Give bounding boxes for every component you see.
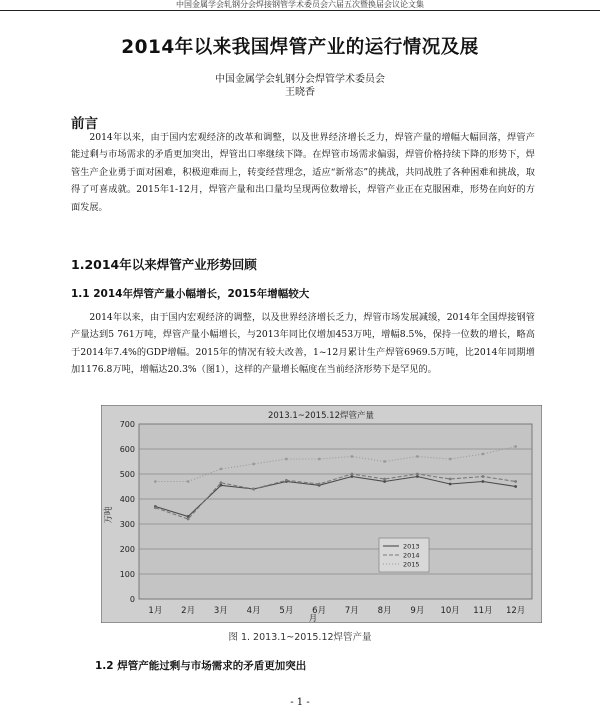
data-point-2014 — [219, 481, 222, 484]
plot-area — [139, 424, 532, 599]
y-tick-label: 100 — [119, 570, 135, 579]
data-point-2014 — [350, 473, 353, 476]
data-point-2015 — [383, 460, 386, 463]
data-point-2014 — [187, 518, 190, 521]
preface-paragraph: 2014年以来，由于国内宏观经济的改革和调整，以及世界经济增长乏力，焊管产量的增幅大幅回落，焊管产能过剩与市场需求的矛盾更加突出，焊管出口率继续下降。在焊管市场需求偏弱，焊管价格持续下降的形势下，焊管生产企业勇于面对困难，积极迎难而上，转变经营理念，适应“新常态”的挑战，共同战胜了各种困难和挑战，取得了可喜成就。2015年1-12月，焊管产量和出口量均呈现两位数增长，焊管产业正在克服困难，形势在向好的方面发展。 — [71, 132, 535, 213]
page-title: 2014年以来我国焊管产业的运行情况及展 — [121, 37, 479, 58]
data-point-2014 — [416, 473, 419, 476]
y-tick-label: 600 — [119, 445, 135, 454]
data-point-2014 — [383, 478, 386, 481]
section-1-2-heading: 1.2 焊管产能过剩与市场需求的矛盾更加突出 — [95, 660, 307, 672]
x-tick-label: 1月 — [148, 606, 163, 616]
section-1-1-heading: 1.1 2014年焊管产量小幅增长，2015年增幅较大 — [71, 288, 310, 300]
data-point-2015 — [252, 463, 255, 466]
x-tick-label: 2月 — [181, 606, 196, 616]
x-tick-label: 6月 — [312, 606, 327, 616]
y-tick-label: 500 — [119, 470, 135, 479]
x-tick-label: 3月 — [213, 606, 228, 616]
chart-svg — [101, 405, 542, 623]
section-1-heading: 1.2014年以来焊管产业形势回顾 — [71, 257, 257, 272]
x-tick-label: 4月 — [246, 606, 261, 616]
section-1-1-paragraph: 2014年以来，由于国内宏观经济的调整，以及世界经济增长乏力，焊管市场发展减缓，2014年全国焊接钢管产量达到5 761万吨，焊管产量小幅增长，与2013年同比仅增加453万吨，增幅8.5%，保持一位数的增长，略高于2014年7.4%的GDP增幅。2015年的情况有较大改善，1~12月累计生产焊管6969.5万吨，比2014年同期增加1176.8万吨，增幅达20.3%（图1），这样的产量增长幅度在当前经济形势下是罕见的。 — [71, 312, 535, 376]
data-point-2014 — [449, 478, 452, 481]
page-number: - 1 - — [290, 697, 310, 708]
data-point-2013 — [449, 483, 452, 486]
y-tick-label: 400 — [119, 495, 135, 504]
data-point-2013 — [416, 475, 419, 478]
y-tick-label: 0 — [129, 595, 135, 604]
legend-label-2013: 2013 — [403, 542, 420, 551]
data-point-2013 — [350, 475, 353, 478]
x-tick-label: 12月 — [505, 606, 526, 616]
data-point-2014 — [514, 480, 517, 483]
x-tick-label: 9月 — [410, 606, 425, 616]
x-tick-label: 7月 — [344, 606, 359, 616]
author-organization: 中国金属学会轧钢分会焊管学术委员会 — [215, 74, 385, 85]
data-point-2014 — [252, 488, 255, 491]
data-point-2014 — [318, 483, 321, 486]
x-tick-label: 5月 — [279, 606, 294, 616]
data-point-2015 — [219, 468, 222, 471]
x-tick-label: 8月 — [377, 606, 392, 616]
chart-x-axis-label: 月 — [308, 614, 318, 623]
production-line-chart — [101, 405, 542, 623]
data-point-2013 — [383, 480, 386, 483]
x-tick-label: 11月 — [473, 606, 493, 616]
x-tick-label: 10月 — [440, 606, 460, 616]
data-point-2015 — [449, 458, 452, 461]
data-point-2015 — [416, 455, 419, 458]
figure-caption: 图 1. 2013.1~2015.12焊管产量 — [228, 632, 372, 643]
data-point-2015 — [350, 455, 353, 458]
y-tick-label: 700 — [119, 420, 135, 429]
legend-label-2015: 2015 — [403, 560, 420, 569]
author-name: 王晓香 — [285, 87, 315, 98]
data-point-2015 — [318, 458, 321, 461]
running-header: 中国金属学会轧钢分会焊接钢管学术委员会六届五次暨换届会议论文集 — [0, 0, 600, 11]
data-point-2014 — [285, 479, 288, 482]
data-point-2013 — [481, 480, 484, 483]
data-point-2015 — [285, 458, 288, 461]
data-point-2015 — [187, 480, 190, 483]
chart-y-axis-label: 万吨 — [104, 506, 114, 524]
data-point-2014 — [481, 475, 484, 478]
data-point-2015 — [481, 453, 484, 456]
chart-title: 2013.1~2015.12焊管产量 — [267, 411, 375, 421]
legend-label-2014: 2014 — [403, 551, 420, 560]
preface-heading: 前言 — [71, 116, 98, 132]
data-point-2015 — [154, 480, 157, 483]
data-point-2014 — [154, 506, 157, 509]
y-tick-label: 300 — [119, 520, 135, 529]
data-point-2013 — [514, 485, 517, 488]
data-point-2015 — [514, 445, 517, 448]
y-tick-label: 200 — [119, 545, 135, 554]
